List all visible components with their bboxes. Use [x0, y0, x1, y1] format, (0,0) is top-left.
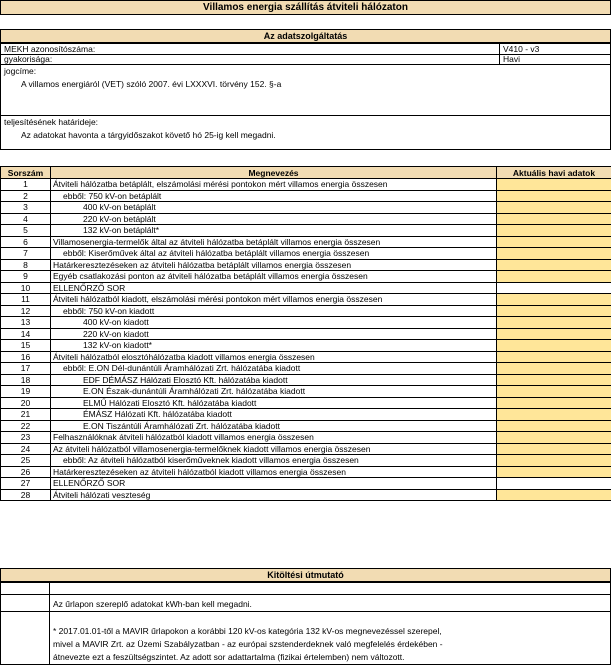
row-number: 2: [1, 190, 51, 202]
row-label: Átviteli hálózati veszteség: [51, 489, 497, 501]
row-number: 25: [1, 455, 51, 467]
row-number: 12: [1, 305, 51, 317]
table-row: [1, 340, 611, 352]
table-row: [1, 374, 611, 386]
row-label: 220 kV-on kiadott: [51, 328, 497, 340]
row-label: E.ON Tiszántúli Áramhálózati Zrt. hálózatába kiadott: [51, 420, 497, 432]
row-label: ebből: 750 kV-on kiadott: [51, 305, 497, 317]
row-number: 16: [1, 351, 51, 363]
table-row: [1, 236, 611, 248]
info-divider: [1, 64, 610, 65]
col-header-value: Aktuális havi adatok: [497, 167, 611, 179]
table-row: [1, 317, 611, 329]
row-number: 26: [1, 466, 51, 478]
row-number: 4: [1, 213, 51, 225]
table-row: [1, 466, 611, 478]
row-label: 220 kV-on betáplált: [51, 213, 497, 225]
deadline-label: teljesítésének határideje:: [4, 117, 99, 127]
row-number: 1: [1, 179, 51, 191]
instructions-section: [0, 582, 611, 665]
row-value-cell[interactable]: [497, 305, 611, 317]
row-number: 17: [1, 363, 51, 375]
row-number: 9: [1, 271, 51, 283]
table-row: [1, 409, 611, 421]
instructions-footnote-line-3: átnevezte ezt a feszültségszintet. Az adott sor adattartalma (fizikai értelemben) nem változott.: [53, 652, 405, 662]
table-body: [1, 179, 611, 501]
row-label: ELMŰ Hálózati Elosztó Kft. hálózatába kiadott: [51, 397, 497, 409]
page-title: Villamos energia szállítás átviteli hálózaton: [0, 0, 611, 15]
row-value-cell[interactable]: [497, 432, 611, 444]
row-label: ELLENŐRZŐ SOR: [51, 478, 497, 490]
col-header-name: Megnevezés: [51, 167, 497, 179]
table-row: [1, 489, 611, 501]
row-value-cell[interactable]: [497, 248, 611, 260]
row-value-cell: [497, 282, 611, 294]
data-table: [0, 166, 611, 501]
table-row: [1, 202, 611, 214]
table-row: [1, 478, 611, 490]
info-divider: [1, 115, 610, 116]
row-value-cell[interactable]: [497, 455, 611, 467]
table-row: [1, 271, 611, 283]
row-label: 132 kV-on kiadott*: [51, 340, 497, 352]
table-header-row: [1, 167, 611, 179]
table-row: [1, 386, 611, 398]
table-row: [1, 282, 611, 294]
instructions-header: Kitöltési útmutató: [0, 568, 611, 582]
table-row: [1, 420, 611, 432]
info-row-mekh: [1, 44, 610, 54]
row-number: 24: [1, 443, 51, 455]
row-value-cell[interactable]: [497, 363, 611, 375]
row-label: 400 kV-on betáplált: [51, 202, 497, 214]
row-label: Villamosenergia-termelők által az átviteli hálózatba betáplált villamos energia összesen: [51, 236, 497, 248]
row-value-cell[interactable]: [497, 351, 611, 363]
row-number: 3: [1, 202, 51, 214]
row-label: 400 kV-on kiadott: [51, 317, 497, 329]
row-value-cell: [497, 478, 611, 490]
row-number: 28: [1, 489, 51, 501]
row-label: Határkeresztezéseken az átviteli hálózatból kiadott villamos energia összesen: [51, 466, 497, 478]
row-value-cell[interactable]: [497, 202, 611, 214]
row-value-cell[interactable]: [497, 236, 611, 248]
table-row: [1, 328, 611, 340]
row-number: 7: [1, 248, 51, 260]
row-label: E.ON Észak-dunántúli Áramhálózati Zrt. hálózatába kiadott: [51, 386, 497, 398]
row-label: EDF DÉMÁSZ Hálózati Elosztó Kft. hálózatába kiadott: [51, 374, 497, 386]
row-number: 10: [1, 282, 51, 294]
instructions-divider: [1, 611, 610, 612]
row-label: Átviteli hálózatba betáplált, elszámolási mérési pontokon mért villamos energia összesen: [51, 179, 497, 191]
row-value-cell[interactable]: [497, 466, 611, 478]
row-label: Az átviteli hálózatból villamosenergia-termelőknek kiadott villamos energia összesen: [51, 443, 497, 455]
row-number: 11: [1, 294, 51, 306]
row-number: 22: [1, 420, 51, 432]
row-label: Felhasználóknak átviteli hálózatból kiadott villamos energia összesen: [51, 432, 497, 444]
row-number: 20: [1, 397, 51, 409]
table-row: [1, 397, 611, 409]
row-number: 14: [1, 328, 51, 340]
row-number: 27: [1, 478, 51, 490]
frequency-label: gyakorisága:: [4, 54, 53, 64]
legal-basis-text: A villamos energiáról (VET) szóló 2007. évi LXXXVI. törvény 152. §-a: [21, 79, 282, 89]
row-value-cell[interactable]: [497, 386, 611, 398]
table-row: [1, 213, 611, 225]
row-label: 132 kV-on betáplált*: [51, 225, 497, 237]
table-row: [1, 225, 611, 237]
table-row: [1, 248, 611, 260]
instructions-footnote-line-2: mivel a MAVIR Zrt. az Üzemi Szabályzatban - az európai szstenderdeknek való megfelelés érdekében -: [53, 639, 443, 649]
row-value-cell[interactable]: [497, 443, 611, 455]
row-number: 23: [1, 432, 51, 444]
row-value-cell[interactable]: [497, 328, 611, 340]
row-label: ebből: E.ON Dél-dunántúli Áramhálózati Zrt. hálózatába kiadott: [51, 363, 497, 375]
info-section: [0, 43, 611, 150]
frequency-value: Havi: [503, 54, 521, 64]
col-header-number: Sorszám: [1, 167, 51, 179]
row-value-cell[interactable]: [497, 213, 611, 225]
row-value-cell[interactable]: [497, 225, 611, 237]
deadline-text: Az adatokat havonta a tárgyidőszakot követő hó 25-ig kell megadni.: [21, 130, 276, 140]
row-label: ÉMÁSZ Hálózati Kft. hálózatába kiadott: [51, 409, 497, 421]
table-row: [1, 259, 611, 271]
table-row: [1, 443, 611, 455]
row-number: 13: [1, 317, 51, 329]
row-value-cell[interactable]: [497, 409, 611, 421]
row-value-cell[interactable]: [497, 489, 611, 501]
row-value-cell[interactable]: [497, 340, 611, 352]
info-row-frequency: [1, 54, 610, 64]
table-row: [1, 294, 611, 306]
row-number: 5: [1, 225, 51, 237]
row-number: 8: [1, 259, 51, 271]
row-value-cell[interactable]: [497, 374, 611, 386]
row-value-cell[interactable]: [497, 317, 611, 329]
mekh-label: MEKH azonosítószáma:: [4, 44, 96, 54]
row-value-cell[interactable]: [497, 179, 611, 191]
row-label: Átviteli hálózatból elosztóhálózatba kiadott villamos energia összesen: [51, 351, 497, 363]
row-number: 15: [1, 340, 51, 352]
row-label: ebből: Az átviteli hálózatból kiserőműveknek kiadott villamos energia összesen: [51, 455, 497, 467]
row-label: Határkeresztezéseken az átviteli hálózatba betáplált villamos energia összesen: [51, 259, 497, 271]
table-row: [1, 432, 611, 444]
table-row: [1, 455, 611, 467]
row-value-cell[interactable]: [497, 420, 611, 432]
instructions-footnote-line-1: * 2017.01.01-től a MAVIR űrlapokon a korábbi 120 kV-os kategória 132 kV-os megnevezéssel szerepel,: [53, 626, 442, 636]
row-label: ebből: Kiserőművek által az átviteli hálózatba betáplált villamos energia összesen: [51, 248, 497, 260]
table-row: [1, 363, 611, 375]
row-number: 18: [1, 374, 51, 386]
row-label: Átviteli hálózatból kiadott, elszámolási mérési pontokon mért villamos energia összesen: [51, 294, 497, 306]
table-row: [1, 305, 611, 317]
table-row: [1, 351, 611, 363]
row-number: 6: [1, 236, 51, 248]
row-value-cell[interactable]: [497, 397, 611, 409]
row-number: 21: [1, 409, 51, 421]
info-section-header: Az adatszolgáltatás: [0, 29, 611, 43]
row-label: Egyéb csatlakozási ponton az átviteli hálózatba betáplált villamos energia összesen: [51, 271, 497, 283]
row-label: ELLENŐRZŐ SOR: [51, 282, 497, 294]
row-value-cell[interactable]: [497, 259, 611, 271]
row-label: ebből: 750 kV-on betáplált: [51, 190, 497, 202]
row-value-cell[interactable]: [497, 271, 611, 283]
instructions-divider: [1, 594, 610, 595]
row-number: 19: [1, 386, 51, 398]
instructions-unit-note: Az űrlapon szereplő adatokat kWh-ban kell megadni.: [53, 599, 252, 609]
row-value-cell[interactable]: [497, 190, 611, 202]
row-value-cell[interactable]: [497, 294, 611, 306]
instructions-divider: [49, 583, 50, 664]
mekh-value: V410 - v3: [503, 44, 540, 54]
table-row: [1, 190, 611, 202]
table-row: [1, 179, 611, 191]
legal-basis-label: jogcíme:: [4, 66, 37, 76]
